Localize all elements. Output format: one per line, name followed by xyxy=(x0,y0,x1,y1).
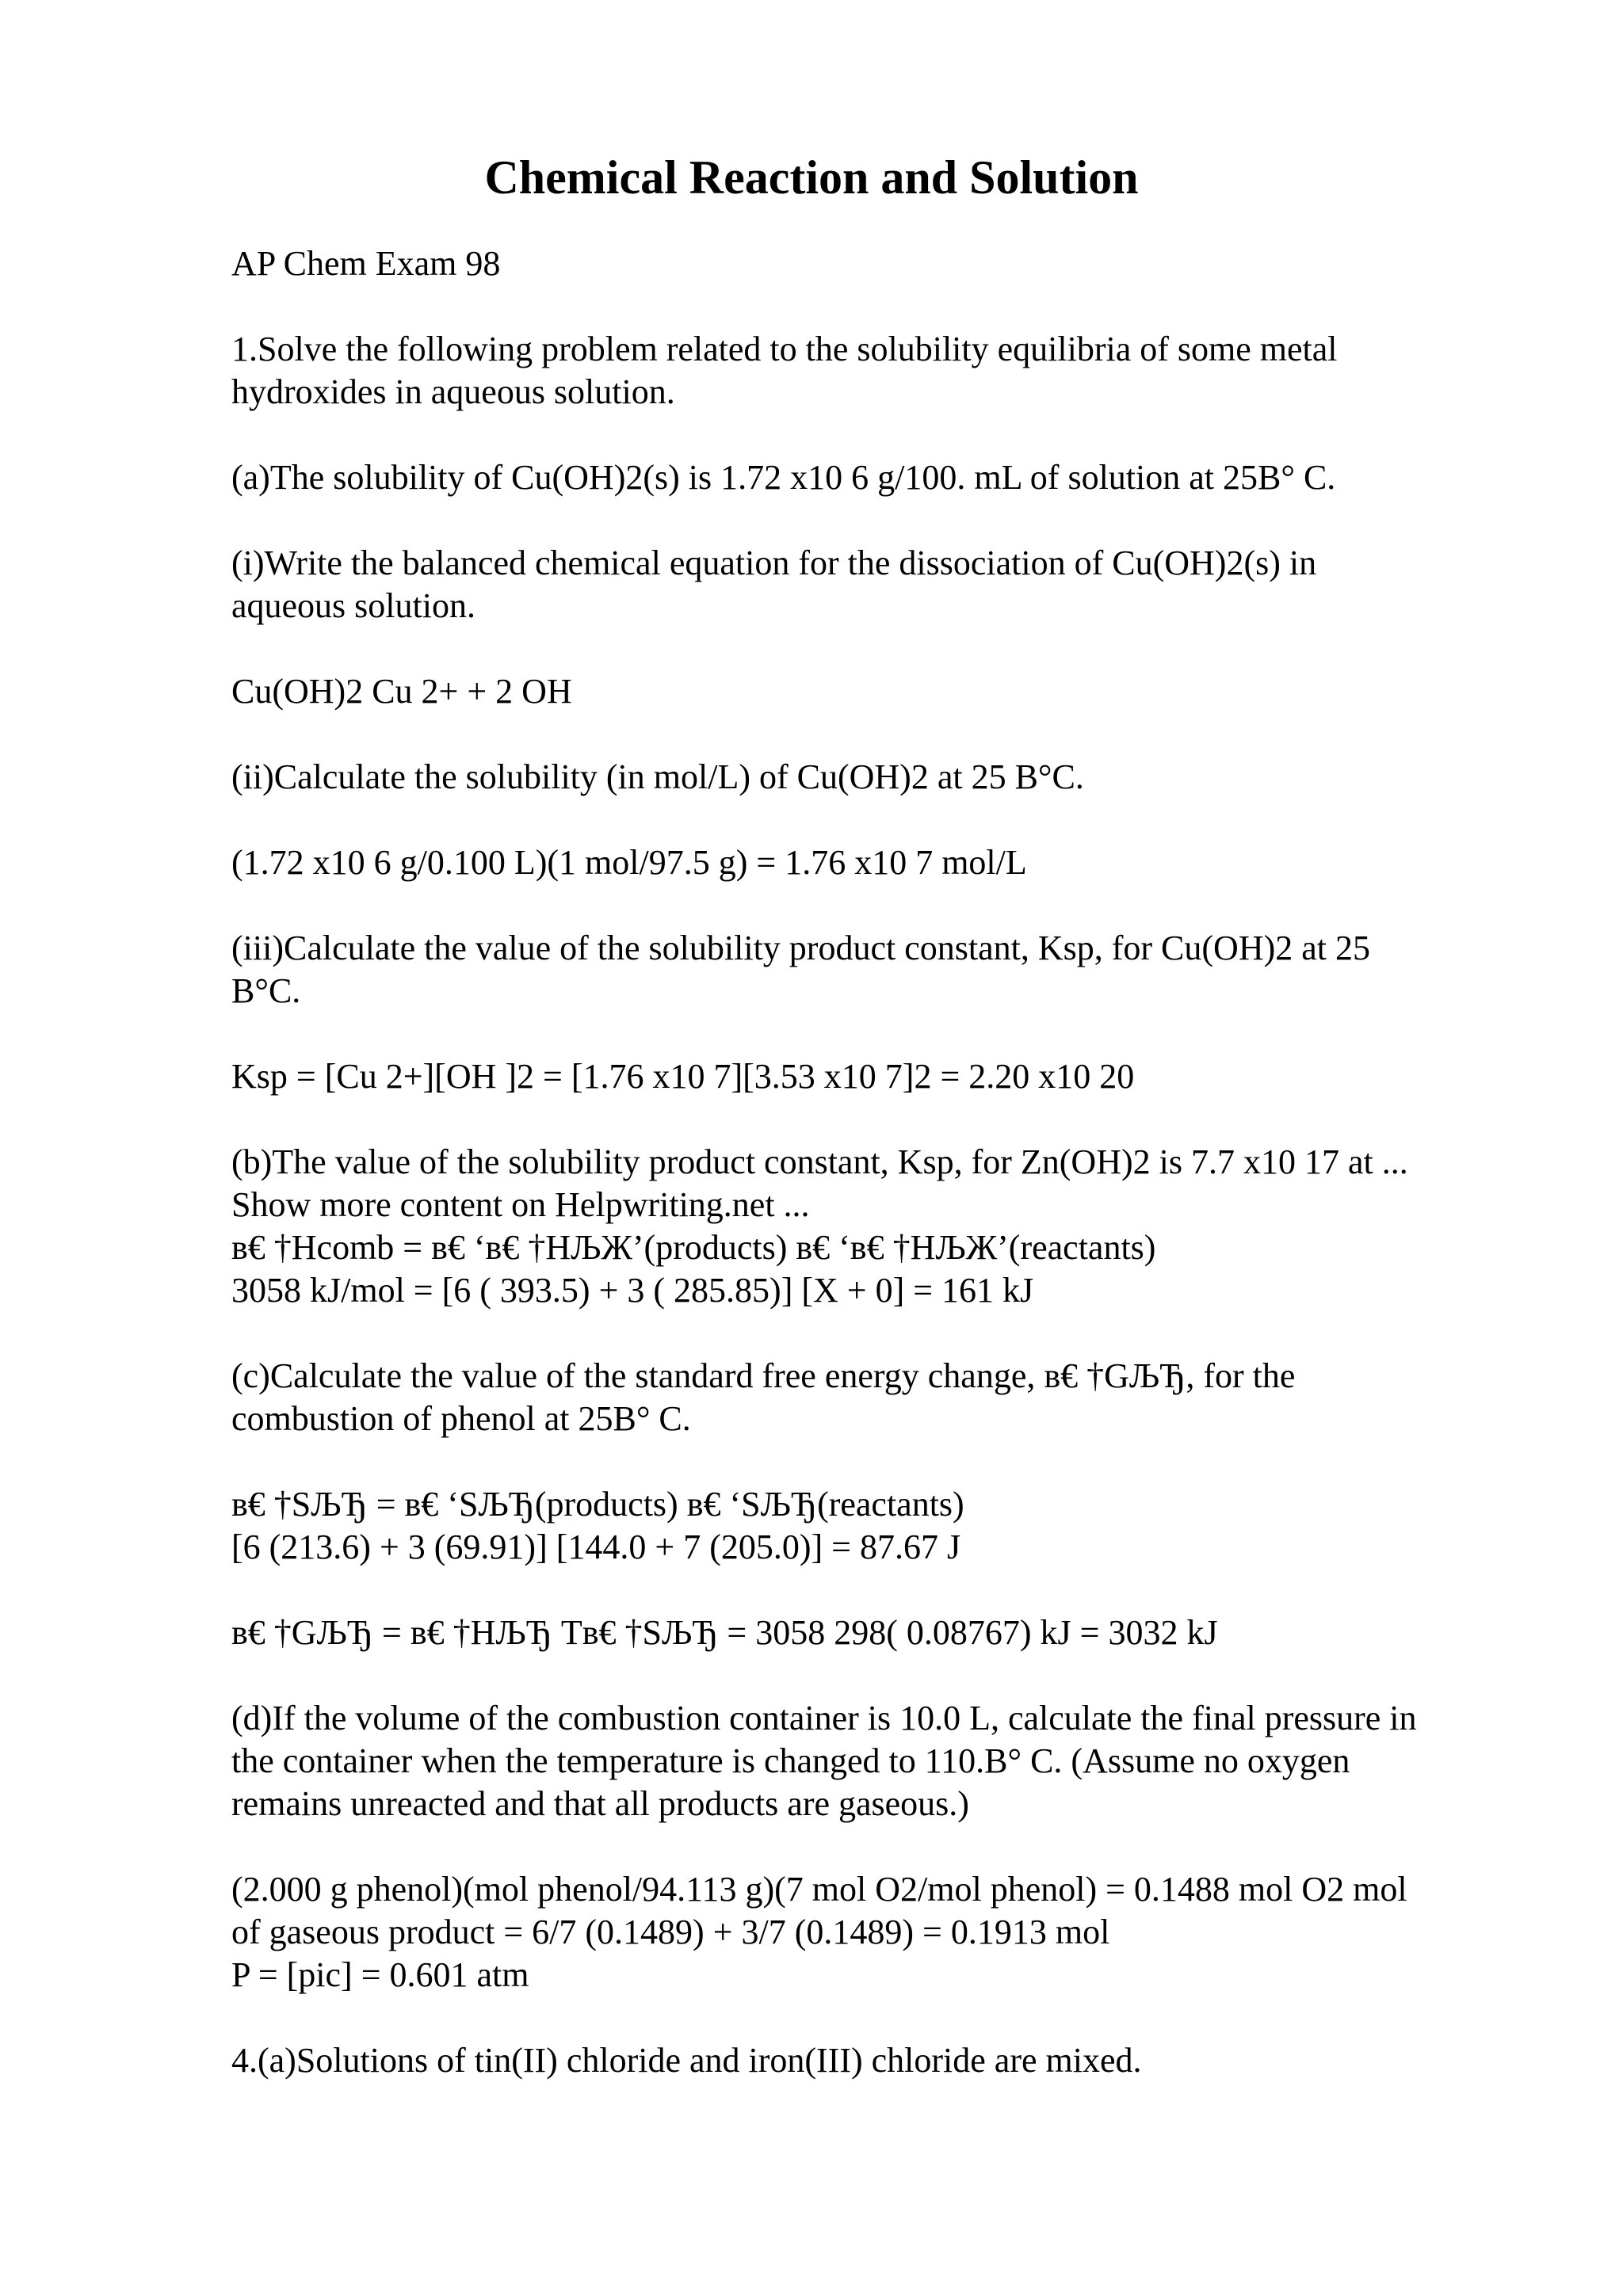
paragraph xyxy=(231,841,1499,884)
paragraph xyxy=(231,1868,1499,1997)
paragraph-line: hydroxides in aqueous solution. xyxy=(231,372,675,411)
paragraph-line: (c)Calculate the value of the standard free energy change, в€ †GЉЂ, for the xyxy=(231,1356,1296,1395)
paragraph xyxy=(231,542,1499,627)
paragraph-line: (ii)Calculate the solubility (in mol/L) of Cu(OH)2 at 25 B°C. xyxy=(231,757,1084,796)
paragraph-line: combustion of phenol at 25B° C. xyxy=(231,1399,691,1438)
paragraph-line: Ksp = [Cu 2+][OH ]2 = [1.76 x10 7][3.53 x10 7]2 = 2.20 x10 20 xyxy=(231,1057,1135,1096)
paragraph-line: в€ †Hcomb = в€ ‘в€ †НЉЖ’(products) в€ ‘в€ †НЉЖ’(reactants) xyxy=(231,1228,1156,1267)
paragraph xyxy=(231,756,1499,799)
paragraph-line: P = [pic] = 0.601 atm xyxy=(231,1955,529,1994)
paragraph-line: 3058 kJ/mol = [6 ( 393.5) + 3 ( 285.85)] [X + 0] = 161 kJ xyxy=(231,1271,1034,1310)
paragraph-line: (i)Write the balanced chemical equation for the dissociation of Cu(OH)2(s) in xyxy=(231,543,1317,582)
document-body xyxy=(231,242,1499,2125)
paragraph-line: [6 (213.6) + 3 (69.91)] [144.0 + 7 (205.0)] = 87.67 J xyxy=(231,1527,961,1566)
paragraph xyxy=(231,456,1499,499)
paragraph-line: aqueous solution. xyxy=(231,586,475,625)
paragraph-line: Cu(OH)2 Cu 2+ + 2 OH xyxy=(231,672,572,711)
paragraph xyxy=(231,927,1499,1013)
paragraph-line: 1.Solve the following problem related to the solubility equilibria of some metal xyxy=(231,330,1338,368)
paragraph xyxy=(231,1483,1499,1569)
paragraph-line: в€ †SЉЂ = в€ ‘SЉЂ(products) в€ ‘SЉЂ(reactants) xyxy=(231,1485,964,1524)
paragraph xyxy=(231,670,1499,713)
paragraph-line: the container when the temperature is changed to 110.B° C. (Assume no oxygen xyxy=(231,1741,1350,1780)
subtitle: AP Chem Exam 98 xyxy=(231,244,501,283)
paragraph xyxy=(231,1697,1499,1825)
paragraph-line: (2.000 g phenol)(mol phenol/94.113 g)(7 mol O2/mol phenol) = 0.1488 mol O2 mol xyxy=(231,1870,1407,1909)
paragraph xyxy=(231,1055,1499,1098)
paragraph-line: в€ †GЉЂ = в€ †HЉЂ Tв€ †SЉЂ = 3058 298( 0.08767) kJ = 3032 kJ xyxy=(231,1613,1218,1652)
paragraph-list xyxy=(231,328,1499,2082)
paragraph-line: (iii)Calculate the value of the solubility product constant, Ksp, for Cu(OH)2 at 25 xyxy=(231,929,1371,967)
paragraph-line: (1.72 x10 6 g/0.100 L)(1 mol/97.5 g) = 1.76 x10 7 mol/L xyxy=(231,843,1027,882)
paragraph-line: remains unreacted and that all products are gaseous.) xyxy=(231,1784,969,1823)
paragraph xyxy=(231,328,1499,414)
paragraph-line: 4.(a)Solutions of tin(II) chloride and iron(III) chloride are mixed. xyxy=(231,2041,1142,2080)
paragraph-line: of gaseous product = 6/7 (0.1489) + 3/7 (0.1489) = 0.1913 mol xyxy=(231,1913,1110,1951)
paragraph xyxy=(231,2039,1499,2082)
document-title: Chemical Reaction and Solution xyxy=(484,151,1139,204)
paragraph-line: Show more content on Helpwriting.net ... xyxy=(231,1185,810,1224)
paragraph-line: (d)If the volume of the combustion container is 10.0 L, calculate the final pressure in xyxy=(231,1699,1417,1737)
paragraph-line: (a)The solubility of Cu(OH)2(s) is 1.72 x10 6 g/100. mL of solution at 25B° C. xyxy=(231,458,1336,497)
paragraph xyxy=(231,1355,1499,1440)
paragraph xyxy=(231,1141,1499,1312)
paragraph xyxy=(231,1611,1499,1654)
paragraph-line: (b)The value of the solubility product constant, Ksp, for Zn(OH)2 is 7.7 x10 17 at ... xyxy=(231,1142,1408,1181)
paragraph-line: B°C. xyxy=(231,971,301,1010)
